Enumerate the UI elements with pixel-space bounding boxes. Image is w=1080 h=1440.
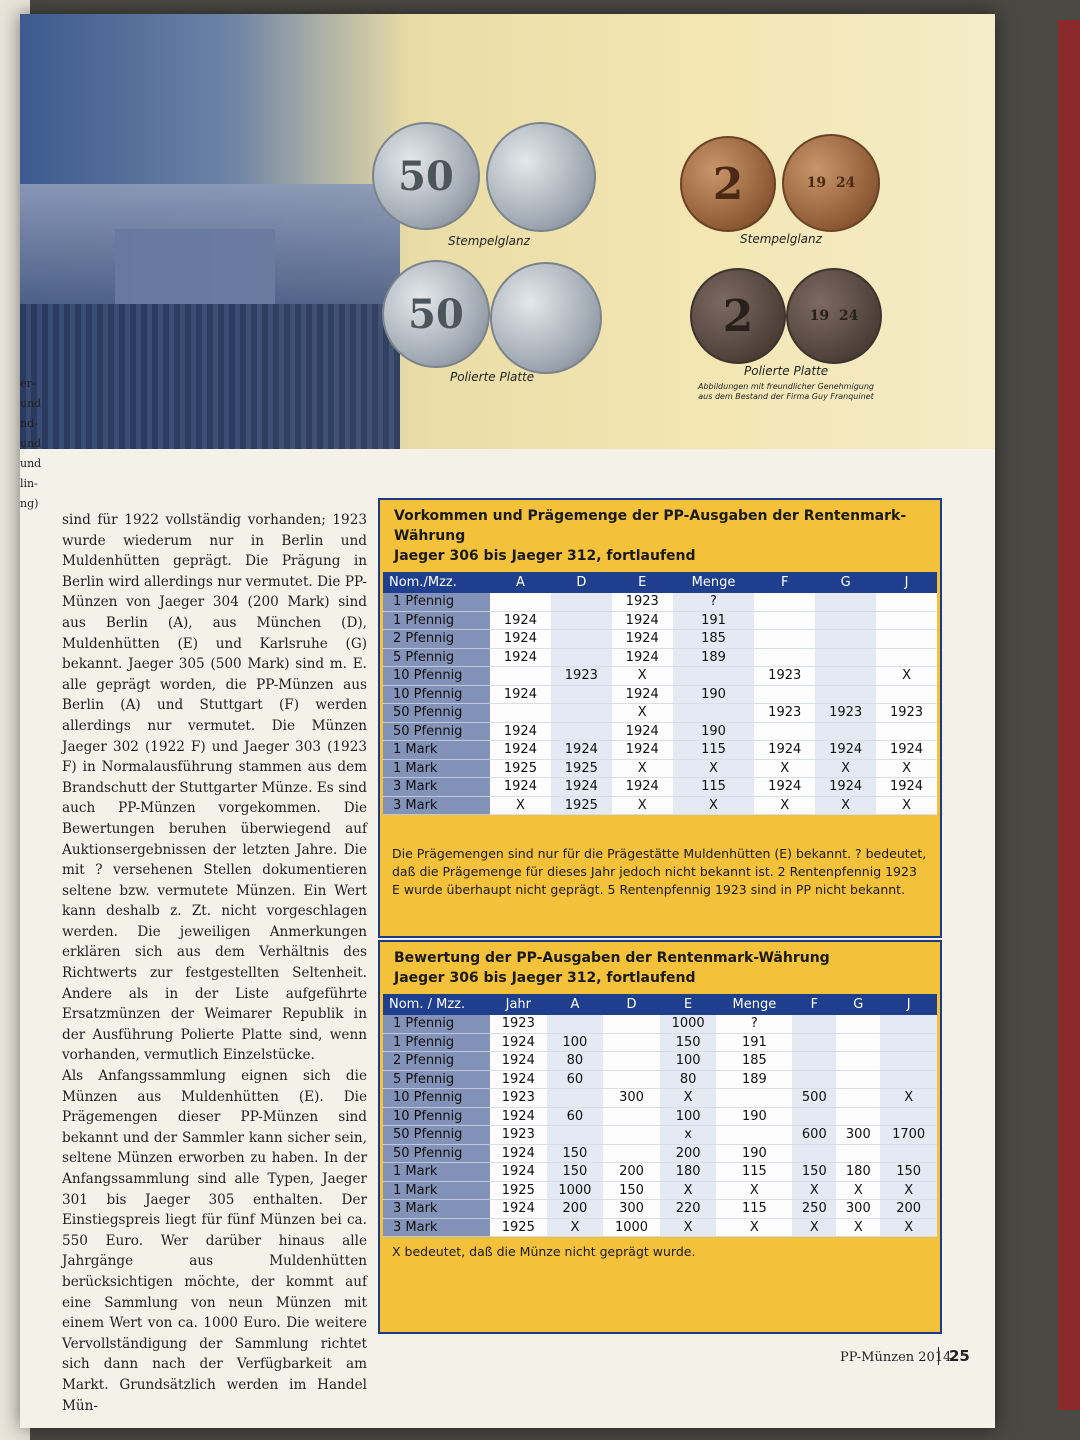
table-row [383, 1107, 937, 1126]
row-label: 3 Mark [383, 1218, 490, 1237]
table-cell: 150 [603, 1181, 660, 1200]
table-cell: X [815, 759, 876, 778]
table-cell: 220 [660, 1200, 717, 1219]
occurrence-table [383, 572, 937, 815]
table-cell: X [792, 1218, 836, 1237]
table-cell [876, 685, 937, 704]
table-row [383, 611, 937, 630]
title-line: Bewertung der PP-Ausgaben der Rentenmark-Währung [394, 950, 830, 966]
table-cell: 1924 [490, 685, 551, 704]
table-cell [792, 1144, 836, 1163]
row-label: 2 Pfennig [383, 1052, 490, 1071]
table-cell: 1924 [490, 648, 551, 667]
table-cell: 180 [836, 1163, 880, 1182]
valuation-table [383, 994, 937, 1237]
paragraph: sind für 1922 vollständig vorhanden; 1923 wurde wiederum nur in Berlin und Muldenhütten geprägt. Die Prägung in Berlin wird allerdings nur vermutet. Die PP-Münzen von Jaeger 304 (200 Mark) sind aus Berlin (A), aus München (D), Muldenhütten (E) und Karlsruhe (G) bekannt. Jaeger 305 (500 Mark) sind m. E. alle geprägt worden, die PP-Münzen aus Berlin (A) und Stuttgart (F) werden allerdings nur vermutet. Die Münzen Jaeger 302 (1922 F) und Jaeger 303 (1923 F) in Normalausführung stammen aus dem Brandschutt der Stuttgarter Münze. Es sind auch PP-Münzen vorgekommen. Die Bewertungen beruhen überwiegend auf Auktionsergebnissen der letzten Jahre. Die mit ? versehenen Stellen dokumentieren seltene bzw. vermutete Münzen. Ein Wert kann deshalb z. Zt. nicht vorgeschlagen werden. Die jeweiligen Anmerkungen erklären sich aus dem Verhältnis des Richtwerts zur festgestellten Seltenheit. Andere als in der Liste aufgeführte Ersatzmünzen der Weimarer Republik in der Ausführung Polierte Platte sind, wenn vorhanden, vermutlich Einzelstücke. [62, 512, 367, 1064]
table-cell [880, 1107, 937, 1126]
table-cell: 1924 [612, 778, 673, 797]
table-cell: 191 [716, 1033, 792, 1052]
table-occurrence-title [380, 500, 940, 572]
row-label: 10 Pfennig [383, 667, 490, 686]
table-cell: 1924 [876, 778, 937, 797]
table-cell: 1924 [490, 741, 551, 760]
column-header: G [836, 994, 880, 1015]
table-cell: X [612, 796, 673, 815]
table-cell [673, 704, 755, 723]
table-cell: 80 [547, 1052, 604, 1071]
table-cell [603, 1107, 660, 1126]
table-cell: 191 [673, 611, 755, 630]
table-cell: 1924 [612, 611, 673, 630]
table-cell: 1924 [876, 741, 937, 760]
table-cell: 300 [836, 1200, 880, 1219]
table-cell: 1923 [490, 1126, 547, 1145]
table-cell: 1924 [815, 778, 876, 797]
table-row [383, 630, 937, 649]
caption-polierte-platte-right: Polierte Platte [744, 364, 829, 378]
table-cell: X [660, 1181, 717, 1200]
table-cell: X [547, 1218, 604, 1237]
coin-2-rentenpfennig-reverse-stempelglanz: 19 24 [782, 134, 880, 232]
table-row [383, 1033, 937, 1052]
table-cell [754, 593, 815, 611]
table-cell: 1923 [754, 704, 815, 723]
row-label: 5 Pfennig [383, 648, 490, 667]
table-row [383, 1200, 937, 1219]
column-header: A [490, 572, 551, 593]
table-cell: 150 [547, 1144, 604, 1163]
row-label: 1 Pfennig [383, 1015, 490, 1033]
table-cell: 1923 [815, 704, 876, 723]
header-banner [20, 14, 995, 449]
table-valuation-title [380, 942, 940, 994]
table-cell [716, 1089, 792, 1108]
table-cell: 1000 [547, 1181, 604, 1200]
table-cell [547, 1015, 604, 1033]
brandenburg-gate-silhouette [115, 229, 275, 309]
row-label: 1 Mark [383, 1163, 490, 1182]
table-cell [603, 1144, 660, 1163]
table-cell: 1923 [490, 1089, 547, 1108]
table-occurrence-note: Die Prägemengen sind nur für die Prägestätte Muldenhütten (E) bekannt. ? bedeutet, daß die Prägemenge für dieses Jahr jedoch nicht bekannt ist. 2 Rentenpfennig 1923 E wurde überhaupt nicht geprägt. 5 Rentenpfennig 1923 sind in PP nicht bekannt. [392, 846, 927, 897]
table-cell: 180 [660, 1163, 717, 1182]
table-cell: X [836, 1218, 880, 1237]
table-cell [836, 1015, 880, 1033]
table-row [383, 759, 937, 778]
table-cell: X [836, 1181, 880, 1200]
table-cell: 1924 [612, 741, 673, 760]
table-cell [836, 1033, 880, 1052]
fragment: er- [20, 377, 36, 390]
table-cell: X [754, 759, 815, 778]
table-cell [836, 1070, 880, 1089]
table-cell [815, 667, 876, 686]
table-cell: 115 [716, 1200, 792, 1219]
table-cell: X [612, 667, 673, 686]
crowd-texture [20, 304, 400, 449]
table-row [383, 1089, 937, 1108]
table-cell: 300 [603, 1089, 660, 1108]
table-cell: 200 [603, 1163, 660, 1182]
table-cell [673, 667, 755, 686]
table-cell: 1924 [754, 778, 815, 797]
table-cell [551, 704, 612, 723]
fragment: und [20, 437, 42, 450]
table-cell: 1000 [660, 1015, 717, 1033]
table-cell: X [880, 1089, 937, 1108]
row-label: 1 Mark [383, 1181, 490, 1200]
table-cell [836, 1107, 880, 1126]
table-cell: ? [673, 593, 755, 611]
table-cell: 1924 [612, 648, 673, 667]
table-cell [490, 704, 551, 723]
table-cell: X [660, 1089, 717, 1108]
table-cell [603, 1126, 660, 1145]
table-cell: 300 [836, 1126, 880, 1145]
table-cell: 1924 [490, 1107, 547, 1126]
table-cell [603, 1070, 660, 1089]
column-header: F [754, 572, 815, 593]
table-cell: 1924 [490, 1200, 547, 1219]
row-label: 1 Pfennig [383, 611, 490, 630]
table-row [383, 1181, 937, 1200]
table-cell: 1923 [490, 1015, 547, 1033]
table-cell: 1924 [490, 611, 551, 630]
table-cell: 1924 [490, 1052, 547, 1071]
row-label: 1 Mark [383, 759, 490, 778]
table-cell: X [880, 1218, 937, 1237]
table-cell [876, 648, 937, 667]
table-cell [880, 1052, 937, 1071]
fragment: ng) [20, 497, 39, 510]
column-header: J [880, 994, 937, 1015]
table-cell: X [880, 1181, 937, 1200]
table-cell: 115 [716, 1163, 792, 1182]
coin-50-pfennig-obverse-stempelglanz: 50 [372, 122, 480, 230]
table-cell [490, 667, 551, 686]
table-row [383, 1144, 937, 1163]
table-cell [754, 648, 815, 667]
table-cell [603, 1052, 660, 1071]
table-cell: 100 [547, 1033, 604, 1052]
table-cell [815, 593, 876, 611]
table-cell: 1925 [490, 1218, 547, 1237]
table-cell: 150 [547, 1163, 604, 1182]
table-row [383, 1052, 937, 1071]
table-cell [876, 722, 937, 741]
table-cell: 185 [673, 630, 755, 649]
table-cell [792, 1015, 836, 1033]
table-row [383, 722, 937, 741]
fragment: und [20, 397, 42, 410]
title-line: Vorkommen und Prägemenge der PP-Ausgaben der Rentenmark-Währung [394, 508, 907, 544]
row-label: 3 Mark [383, 1200, 490, 1219]
table-cell: 150 [880, 1163, 937, 1182]
fragment: nd- [20, 417, 38, 430]
table-valuation-note: X bedeutet, daß die Münze nicht geprägt wurde. [392, 1244, 696, 1259]
table-cell: 250 [792, 1200, 836, 1219]
caption-polierte-platte-left: Polierte Platte [450, 370, 535, 384]
table-cell [547, 1126, 604, 1145]
table-cell: 200 [547, 1200, 604, 1219]
table-cell: 100 [660, 1052, 717, 1071]
table-cell: 1924 [490, 1033, 547, 1052]
table-cell: X [876, 759, 937, 778]
table-cell: 600 [792, 1126, 836, 1145]
column-header: F [792, 994, 836, 1015]
table-cell: 100 [660, 1107, 717, 1126]
table-cell [836, 1089, 880, 1108]
coin-2-rentenpfennig-reverse-polierte-platte: 19 24 [786, 268, 882, 364]
table-cell: 150 [660, 1033, 717, 1052]
row-label: 10 Pfennig [383, 685, 490, 704]
coin-50-pfennig-reverse-stempelglanz [486, 122, 596, 232]
table-cell: X [673, 796, 755, 815]
coin-50-pfennig-obverse-polierte-platte: 50 [382, 260, 490, 368]
row-label: 50 Pfennig [383, 704, 490, 723]
table-cell [716, 1126, 792, 1145]
image-credit: Abbildungen mit freundlicher Genehmigung aus dem Bestand der Firma Guy Franquinet [697, 382, 874, 401]
table-cell: 115 [673, 778, 755, 797]
table-row [383, 741, 937, 760]
table-cell [815, 722, 876, 741]
table-cell [876, 630, 937, 649]
table-cell [815, 611, 876, 630]
table-cell: 1924 [612, 685, 673, 704]
table-cell [551, 611, 612, 630]
table-cell [836, 1052, 880, 1071]
table-cell: 1924 [490, 630, 551, 649]
table-cell [876, 611, 937, 630]
table-cell: ? [716, 1015, 792, 1033]
column-header: G [815, 572, 876, 593]
column-header: Jahr [490, 994, 547, 1015]
column-header: D [551, 572, 612, 593]
table-cell: 1925 [490, 1181, 547, 1200]
row-label: 50 Pfennig [383, 1126, 490, 1145]
table-cell: 200 [880, 1200, 937, 1219]
table-cell: 1923 [876, 704, 937, 723]
table-cell: 190 [716, 1144, 792, 1163]
table-cell: 60 [547, 1070, 604, 1089]
footer-publication: PP-Münzen 2014 [840, 1350, 952, 1365]
table-cell [547, 1089, 604, 1108]
row-label: 2 Pfennig [383, 630, 490, 649]
table-row [383, 685, 937, 704]
row-label: 50 Pfennig [383, 1144, 490, 1163]
table-cell: X [716, 1218, 792, 1237]
table-cell: 1924 [490, 1144, 547, 1163]
row-label: 10 Pfennig [383, 1089, 490, 1108]
table-cell: 115 [673, 741, 755, 760]
table-cell: 1923 [551, 667, 612, 686]
row-label: 3 Mark [383, 796, 490, 815]
table-cell: 300 [603, 1200, 660, 1219]
table-row [383, 1218, 937, 1237]
paragraph: Als Anfangssammlung eignen sich die Münzen aus Muldenhütten (E). Die Prägemengen dieser PP-Münzen sind bekannt und der Sammler kann sicher sein, seltene Münzen erworben zu haben. In der Anfangssammlung sind alle Typen, Jaeger 301 bis Jaeger 305 enthalten. Der Einstiegspreis liegt für fünf Münzen bei ca. 550 Euro. Wer darüber hinaus alle Jahrgänge aus Muldenhütten berücksichtigen möchte, der kommt auf eine Sammlung von neun Münzen mit einem Wert von ca. 1000 Euro. Die weitere Vervollständigung der Sammlung richtet sich dann nach der Verfügbarkeit am Markt. Grundsätzlich werden im Handel Mün- [62, 1068, 367, 1414]
table-row [383, 704, 937, 723]
table-cell [754, 611, 815, 630]
table-cell [880, 1144, 937, 1163]
table-row [383, 796, 937, 815]
table-cell [490, 593, 551, 611]
table-cell: 1924 [490, 1163, 547, 1182]
column-header: E [660, 994, 717, 1015]
table-cell [880, 1015, 937, 1033]
previous-column-fragments [20, 374, 41, 514]
table-row [383, 667, 937, 686]
table-row [383, 1126, 937, 1145]
title-line: Jaeger 306 bis Jaeger 312, fortlaufend [394, 548, 696, 564]
table-cell: 1924 [551, 778, 612, 797]
column-header: Menge [673, 572, 755, 593]
table-cell: 200 [660, 1144, 717, 1163]
column-header: Nom./Mzz. [383, 572, 490, 593]
coin-50-pfennig-reverse-polierte-platte [490, 262, 602, 374]
table-cell: X [876, 667, 937, 686]
table-cell [836, 1144, 880, 1163]
table-cell: 1924 [754, 741, 815, 760]
table-cell: X [815, 796, 876, 815]
table-cell: 1924 [612, 630, 673, 649]
table-cell: 1924 [551, 741, 612, 760]
title-line: Jaeger 306 bis Jaeger 312, fortlaufend [394, 970, 696, 986]
table-row [383, 1015, 937, 1033]
table-cell [551, 593, 612, 611]
table-cell: 1000 [603, 1218, 660, 1237]
column-header: D [603, 994, 660, 1015]
table-cell: x [660, 1126, 717, 1145]
table-cell [792, 1070, 836, 1089]
table-cell: 1700 [880, 1126, 937, 1145]
table-cell: X [490, 796, 551, 815]
fragment: lin- [20, 477, 38, 490]
table-cell: 80 [660, 1070, 717, 1089]
table-cell: 500 [792, 1089, 836, 1108]
table-cell: X [754, 796, 815, 815]
table-cell [880, 1070, 937, 1089]
row-label: 1 Mark [383, 741, 490, 760]
table-cell [754, 722, 815, 741]
table-row [383, 648, 937, 667]
table-cell [603, 1015, 660, 1033]
caption-stempelglanz-right: Stempelglanz [740, 232, 822, 246]
article-body [62, 510, 367, 1416]
table-cell: 185 [716, 1052, 792, 1071]
table-cell: X [876, 796, 937, 815]
table-cell [880, 1033, 937, 1052]
row-label: 1 Pfennig [383, 593, 490, 611]
table-cell [792, 1107, 836, 1126]
table-cell [551, 722, 612, 741]
table-header-row [383, 994, 937, 1015]
table-cell [551, 685, 612, 704]
table-cell: 190 [673, 685, 755, 704]
row-label: 10 Pfennig [383, 1107, 490, 1126]
table-cell [876, 593, 937, 611]
row-label: 1 Pfennig [383, 1033, 490, 1052]
coin-2-rentenpfennig-obverse-polierte-platte: 2 [690, 268, 786, 364]
table-cell: X [673, 759, 755, 778]
table-cell: 1924 [490, 1070, 547, 1089]
table-cell: 189 [716, 1070, 792, 1089]
table-cell [551, 630, 612, 649]
column-header: A [547, 994, 604, 1015]
table-cell [815, 648, 876, 667]
table-header-row [383, 572, 937, 593]
table-cell [792, 1033, 836, 1052]
table-cell: 1923 [612, 593, 673, 611]
column-header: Nom. / Mzz. [383, 994, 490, 1015]
caption-stempelglanz-left: Stempelglanz [448, 234, 530, 248]
table-cell [815, 685, 876, 704]
coin-2-rentenpfennig-obverse-stempelglanz: 2 [680, 136, 776, 232]
table-cell: 1924 [490, 778, 551, 797]
table-cell [551, 648, 612, 667]
table-row [383, 1163, 937, 1182]
table-cell: 190 [673, 722, 755, 741]
column-header: Menge [716, 994, 792, 1015]
table-cell: 1925 [551, 759, 612, 778]
table-row [383, 593, 937, 611]
row-label: 3 Mark [383, 778, 490, 797]
table-cell [815, 630, 876, 649]
table-cell: 190 [716, 1107, 792, 1126]
table-cell: X [716, 1181, 792, 1200]
table-cell: 60 [547, 1107, 604, 1126]
table-occurrence-box [378, 498, 942, 938]
row-label: 5 Pfennig [383, 1070, 490, 1089]
table-cell: X [612, 704, 673, 723]
table-cell: X [612, 759, 673, 778]
table-cell: 1924 [612, 722, 673, 741]
table-row [383, 1070, 937, 1089]
table-cell: 1925 [490, 759, 551, 778]
row-label: 50 Pfennig [383, 722, 490, 741]
table-cell [754, 685, 815, 704]
table-cell [603, 1033, 660, 1052]
column-header: J [876, 572, 937, 593]
page-number: 25 [938, 1347, 970, 1365]
table-valuation-box [378, 940, 942, 1334]
table-cell: X [660, 1218, 717, 1237]
column-header: E [612, 572, 673, 593]
table-cell [754, 630, 815, 649]
magazine-page [20, 14, 995, 1428]
table-cell: 189 [673, 648, 755, 667]
fragment: und [20, 457, 42, 470]
table-cell [792, 1052, 836, 1071]
table-cell: X [792, 1181, 836, 1200]
table-cell: 1924 [815, 741, 876, 760]
table-row [383, 778, 937, 797]
red-spine-edge [1058, 20, 1080, 1410]
historical-crowd-photo [20, 184, 400, 449]
table-cell: 1923 [754, 667, 815, 686]
table-cell: 1925 [551, 796, 612, 815]
table-cell: 1924 [490, 722, 551, 741]
table-cell: 150 [792, 1163, 836, 1182]
